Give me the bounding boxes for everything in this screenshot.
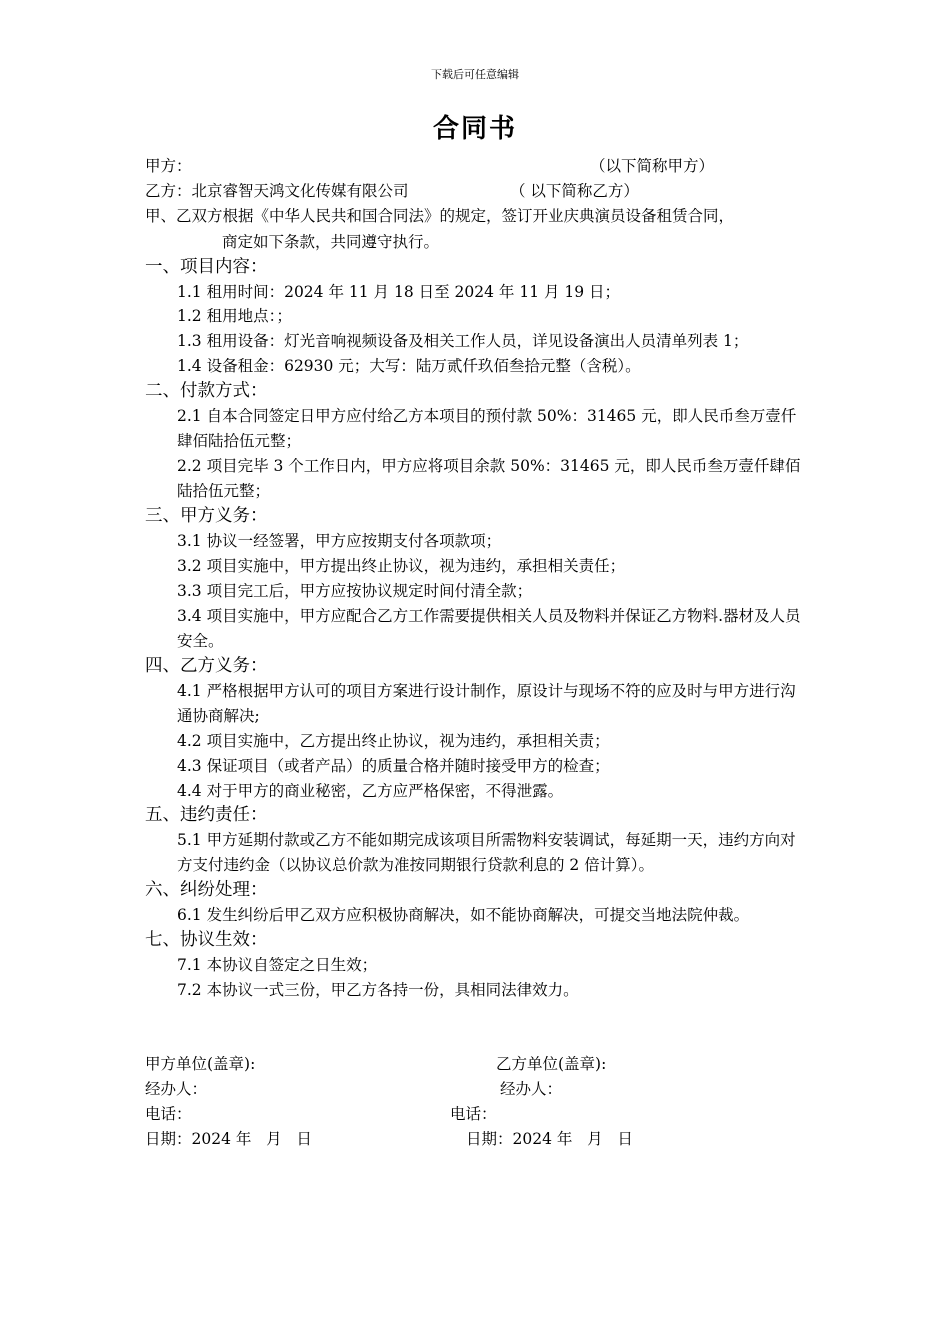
party-b-unit: 乙方单位(盖章): xyxy=(496,1055,607,1073)
clause-item: 7.1 本协议自签定之日生效； xyxy=(177,956,378,974)
clause-item: 4.1 严格根据甲方认可的项目方案进行设计制作，原设计与现场不符的应及时与甲方进行沟通协商解决; xyxy=(177,682,796,725)
clause-item: 1.4 设备租金：62930 元；大写：陆万贰仟玖佰叁拾元整（含税）。 xyxy=(177,357,641,375)
section-heading: 一、项目内容： xyxy=(145,257,268,277)
section-heading: 七、协议生效： xyxy=(145,930,268,950)
party-b-phone: 电话： xyxy=(450,1105,497,1123)
section-heading: 二、付款方式： xyxy=(145,381,268,401)
clause-item: 4.3 保证项目（或者产品）的质量合格并随时接受甲方的检查； xyxy=(177,757,610,775)
clause-item: 4.4 对于甲方的商业秘密，乙方应严格保密，不得泄露。 xyxy=(177,782,564,800)
clause-item: 6.1 发生纠纷后甲乙双方应积极协商解决，如不能协商解决，可提交当地法院仲裁。 xyxy=(177,906,750,924)
section-heading: 五、违约责任： xyxy=(145,805,268,825)
party-b-agent: 经办人： xyxy=(500,1080,563,1098)
section-heading: 四、乙方义务： xyxy=(145,656,268,676)
clause-item: 5.1 甲方延期付款或乙方不能如期完成该项目所需物料安装调试，每延期一天，违约方向对方支付违约金（以协议总价款为准按同期银行贷款利息的 2 倍计算）。 xyxy=(177,831,796,874)
clause-item: 1.1 租用时间：2024 年 11 月 18 日至 2024 年 11 月 19 日； xyxy=(177,283,621,301)
party-a-phone: 电话： xyxy=(145,1105,192,1123)
contract-title: 合同书 xyxy=(432,114,517,144)
party-b-alias: （ 以下简称乙方） xyxy=(510,182,639,200)
clause-item: 1.3 租用设备：灯光音响视频设备及相关工作人员，详见设备演出人员清单列表 1； xyxy=(177,332,749,350)
clause-item: 3.3 项目完工后，甲方应按协议规定时间付清全款； xyxy=(177,582,533,600)
intro-line-1: 甲、乙双方根据《中华人民共和国合同法》的规定，签订开业庆典演员设备租赁合同， xyxy=(145,207,735,225)
party-b-date: 日期：2024 年 月 日 xyxy=(466,1130,633,1148)
party-a-agent: 经办人： xyxy=(145,1080,208,1098)
clause-item: 3.2 项目实施中，甲方提出终止协议，视为违约，承担相关责任； xyxy=(177,557,626,575)
party-a-label: 甲方： xyxy=(145,157,192,175)
clause-item: 1.2 租用地点：； xyxy=(177,307,292,325)
clause-item: 7.2 本协议一式三份，甲乙方各持一份，具相同法律效力。 xyxy=(177,981,579,999)
section-heading: 三、甲方义务： xyxy=(145,506,268,526)
party-a-unit: 甲方单位(盖章): xyxy=(145,1055,256,1073)
clause-item: 3.1 协议一经签署，甲方应按期支付各项款项； xyxy=(177,532,502,550)
clause-item: 2.1 自本合同签定日甲方应付给乙方本项目的预付款 50%：31465 元，即人民币叁万壹仟肆佰陆拾伍元整； xyxy=(177,407,797,450)
clause-item: 2.2 项目完毕 3 个工作日内，甲方应将项目余款 50%：31465 元，即人民币叁万壹仟肆佰陆拾伍元整； xyxy=(177,457,801,500)
intro-line-2: 商定如下条款，共同遵守执行。 xyxy=(222,233,440,251)
party-a-date: 日期：2024 年 月 日 xyxy=(145,1130,312,1148)
clause-item: 4.2 项目实施中，乙方提出终止协议，视为违约，承担相关责； xyxy=(177,732,610,750)
clause-item: 3.4 项目实施中，甲方应配合乙方工作需要提供相关人员及物料并保证乙方物料.器材及人员安全。 xyxy=(177,607,801,650)
party-b-label: 乙方：北京睿智天鸿文化传媒有限公司 xyxy=(145,182,409,200)
section-heading: 六、纠纷处理： xyxy=(145,880,268,900)
party-a-alias: （以下简称甲方） xyxy=(590,157,715,175)
header-note: 下载后可任意编辑 xyxy=(431,68,519,81)
